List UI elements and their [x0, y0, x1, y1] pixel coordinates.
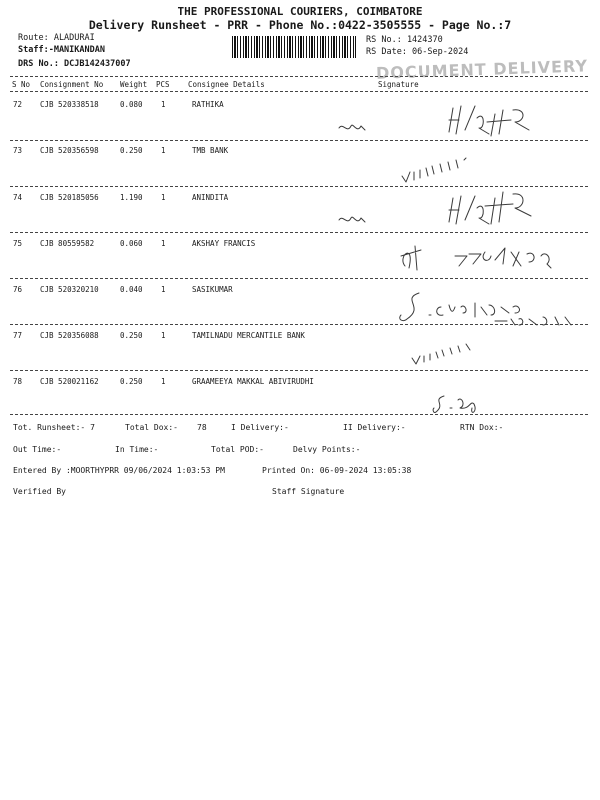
verified-by: Verified By	[13, 487, 66, 496]
row-consignee: SASIKUMAR	[192, 285, 233, 294]
row-consignee: RATHIKA	[192, 100, 224, 109]
ii-delivery: II Delivery:-	[343, 423, 406, 432]
table-top-rule	[10, 76, 588, 77]
row-consignment: CJB 80559582	[40, 239, 95, 248]
table-bottom-rule	[10, 414, 588, 415]
signature-row-74	[335, 180, 555, 235]
row-sno: 78	[13, 377, 23, 386]
row-sno: 77	[13, 331, 23, 340]
table-header-rule	[10, 91, 588, 92]
total-dox-value: 78	[197, 423, 207, 432]
row-weight: 0.250	[120, 377, 143, 386]
rtn-dox: RTN Dox:-	[460, 423, 504, 432]
row-sno: 75	[13, 239, 23, 248]
col-header-consignee: Consignee Details	[188, 80, 265, 89]
row-sno: 76	[13, 285, 23, 294]
row-pcs: 1	[161, 239, 166, 248]
row-consignee: AKSHAY FRANCIS	[192, 239, 256, 248]
document-delivery-stamp: DOCUMENT DELIVERY	[375, 56, 589, 83]
row-weight: 0.080	[120, 100, 143, 109]
in-time: In Time:-	[115, 445, 159, 454]
company-title: THE PROFESSIONAL COURIERS, COIMBATORE	[177, 5, 423, 18]
row-pcs: 1	[161, 146, 166, 155]
staff-signature: Staff Signature	[272, 487, 345, 496]
staff-label: Staff:-MANIKANDAN	[18, 45, 105, 55]
row-weight: 0.060	[120, 239, 143, 248]
total-pod: Total POD:-	[211, 445, 264, 454]
row-weight: 0.250	[120, 331, 143, 340]
signature-row-78	[430, 392, 490, 418]
row-consignee: TMB BANK	[192, 146, 229, 155]
row-pcs: 1	[161, 100, 166, 109]
row-sno: 73	[13, 146, 23, 155]
col-header-sno: S No	[12, 80, 31, 89]
i-delivery: I Delivery:-	[231, 423, 289, 432]
row-consignment: CJB 520185056	[40, 193, 99, 202]
row-consignee: ANINDITA	[192, 193, 229, 202]
row-weight: 0.040	[120, 285, 143, 294]
tot-runsheet: Tot. Runsheet:- 7	[13, 423, 95, 432]
signature-row-77	[410, 340, 485, 366]
signature-row-76	[395, 285, 600, 330]
rs-number: RS No.: 1424370	[366, 35, 443, 45]
barcode-image	[232, 36, 356, 58]
row-consignment: CJB 520320210	[40, 285, 99, 294]
row-consignment: CJB 520356598	[40, 146, 99, 155]
col-header-weight: Weight	[120, 80, 148, 89]
signature-row-75	[395, 236, 585, 276]
row-sno: 74	[13, 193, 23, 202]
row-pcs: 1	[161, 377, 166, 386]
row-consignment: CJB 520356088	[40, 331, 99, 340]
row-weight: 1.190	[120, 193, 143, 202]
row-divider	[10, 370, 588, 371]
runsheet-subtitle: Delivery Runsheet - PRR - Phone No.:0422-3505555 - Page No.:7	[88, 18, 512, 32]
drs-number: DRS No.: DCJB142437007	[18, 59, 131, 69]
row-consignment: CJB 520021162	[40, 377, 99, 386]
row-consignment: CJB 520338518	[40, 100, 99, 109]
row-divider	[10, 278, 588, 279]
row-pcs: 1	[161, 285, 166, 294]
printed-on: Printed On: 06-09-2024 13:05:38	[262, 466, 412, 475]
row-sno: 72	[13, 100, 23, 109]
rs-date: RS Date: 06-Sep-2024	[366, 47, 469, 57]
col-header-pcs: PCS	[156, 80, 170, 89]
entered-by: Entered By :MOORTHYPRR 09/06/2024 1:03:53 PM	[13, 466, 225, 475]
col-header-signature: Signature	[378, 80, 419, 89]
total-dox-label: Total Dox:-	[125, 423, 178, 432]
row-pcs: 1	[161, 193, 166, 202]
signature-row-72	[335, 100, 555, 145]
route-label: Route: ALADURAI	[18, 33, 95, 43]
row-consignee: TAMILNADU MERCANTILE BANK	[192, 331, 305, 340]
out-time: Out Time:-	[13, 445, 62, 454]
row-weight: 0.250	[120, 146, 143, 155]
delvy-points: Delvy Points:-	[293, 445, 361, 454]
row-consignee: GRAAMEEYA MAKKAL ABIVIRUDHI	[192, 377, 314, 386]
col-header-consignment: Consignment No	[40, 80, 104, 89]
row-pcs: 1	[161, 331, 166, 340]
